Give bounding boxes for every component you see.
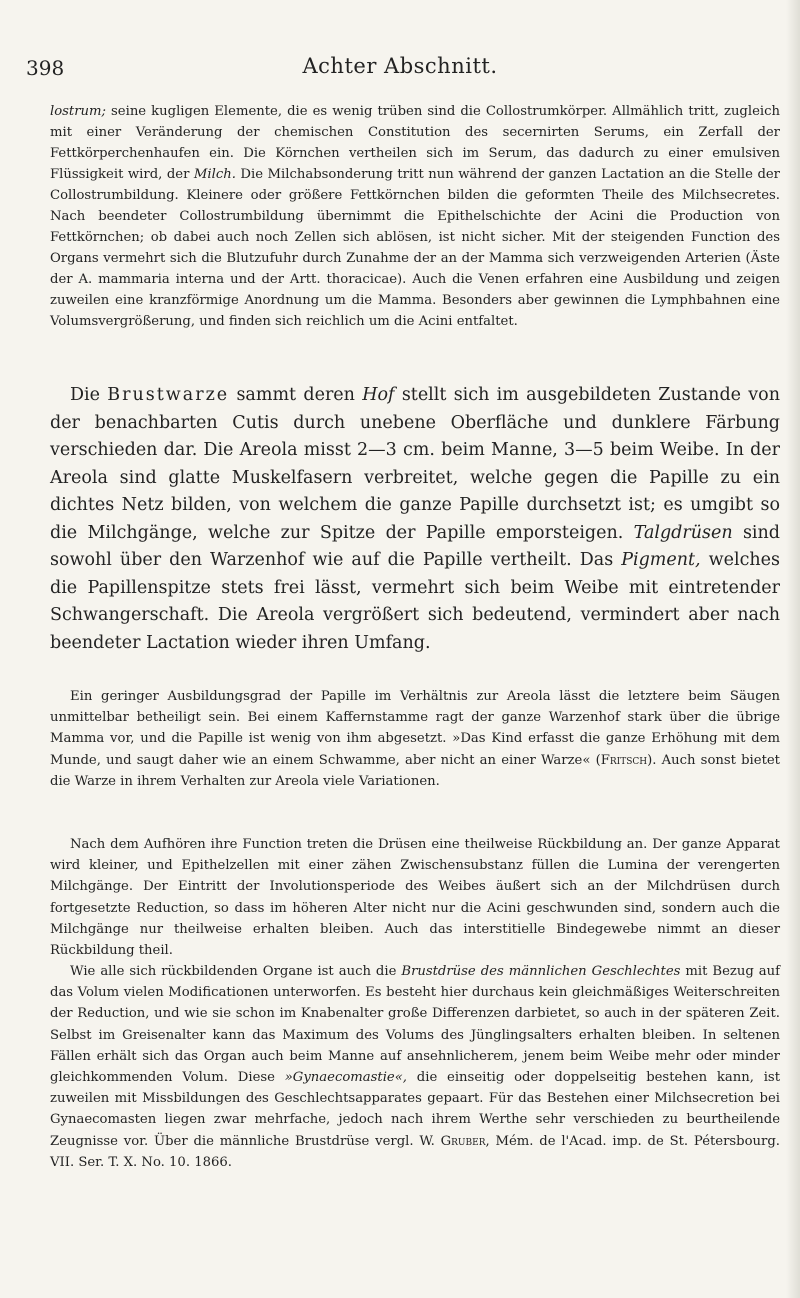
term-brustwarze: Brustwarze [107,385,230,405]
paragraph-maennliche-brustdruese: Wie alle sich rückbildenden Organe ist auch die Brustdrüse des männlichen Geschlechtes mit Bezug auf das Volum vielen Modificationen unterworfen. Es besteht hier durchaus kein gleichmäßiges Weiterschreiten der Reduction, und wie sie schon im Knabenalter große Differenzen darbietet, so auch in der späteren Zeit. Selbst im Greisenalter kann das Maximum des Volums des Jünglingsalters erhalten bleiben. In seltenen Fällen erhält sich das Organ auch beim Manne auf ansehnlicherem, jenem beim Weibe mehr oder minder gleichkommenden Volum. Diese »Gynaecomastie«, die einseitig oder doppelseitig bestehen kann, ist zuweilen mit Missbildungen des Geschlechtsapparates gepaart. Für das Bestehen einer Milchsecretion bei Gynaecomasten liegen zwar mehrfache, jedoch nach ihrem Werthe sehr verschieden zu beurtheilende Zeugnisse vor. Über die männliche Brustdrüse vergl. W. Gruber, Mém. de l'Acad. imp. de St. Pétersbourg. VII. Ser. T. X. No. 10. 1866. [50,964,780,1170]
page-header [0,52,800,82]
paragraph-collostrum: lostrum; seine kugligen Elemente, die es wenig trüben sind die Collostrumkörper. Allmählich tritt, zugleich mit einer Veränderung der chemischen Constitution des secernirten Serums, ein Zerfall der Fettkörperchenhaufen ein. Die Körnchen vertheilen sich im Serum, das dadurch zu einer emulsiven Flüssigkeit wird, der Milch. Die Milchabsonderung tritt nun während der ganzen Lactation an die Stelle der Collostrumbildung. Kleinere oder größere Fettkörnchen bilden die geformten Theile des Milchsecretes. Nach beendeter Collostrumbildung übernimmt die Epithelschichte der Acini die Production von Fettkörnchen; ob dabei auch noch Zellen sich ablösen, ist nicht sicher. Mit der steigenden Function des Organs vermehrt sich die Blutzufuhr durch Zunahme der an der Mamma sich verzweigenden Arterien (Äste der A. mammaria interna und der Artt. thoracicae). Auch die Venen erfahren eine Ausbildung und zeigen zuweilen eine kranzförmige Anordnung um die Mamma. Besonders aber gewinnen die Lymphbahnen eine Volumsvergrößerung, und finden sich reichlich um die Acini entfaltet. [50,104,780,329]
paragraph-rueckbildung: Nach dem Aufhören ihre Function treten die Drüsen eine theilweise Rückbildung an. Der ganze Apparat wird kleiner, und Epithelzellen mit einer zähen Zwischensubstanz füllen die Lumina der verengerten Milchgänge. Der Eintritt der Involutionsperiode des Weibes äußert sich an der Milchdrüsen durch fortgesetzte Reduction, so dass im höheren Alter nicht nur die Acini geschwunden sind, sondern auch die Milchgänge nur theilweise erhalten bleiben. Auch das interstitielle Bindegewebe nimmt an dieser Rückbildung theil. [50,837,780,959]
term-gynaecomastie: »Gynaecomastie«, [284,1070,407,1086]
paragraph-papille-areola: Ein geringer Ausbildungsgrad der Papille im Verhältnis zur Areola lässt die letztere beim Säugen unmittelbar betheiligt sein. Bei einem Kaffernstamme ragt der ganze Warzenhof stark über die übrige Mamma vor, und die Papille ist wenig von ihm abgesetzt. »Das Kind erfasst die ganze Erhöhung mit dem Munde, und saugt daher wie an einem Schwamme, aber nicht an einer Warze« (Fritsch). Auch sonst bietet die Warze in ihrem Verhalten zur Areola viele Variationen. [50,689,780,789]
term-milch: Milch. [193,167,236,182]
term-talgdruesen: Talgdrüsen [633,522,733,543]
page-number: 398 [26,56,65,80]
term-hof: Hof [362,385,395,405]
term-pigment: Pigment, [621,550,701,570]
paragraph-brustwarze: Die Brustwarze sammt deren Hof stellt sich im ausgebildeten Zustande von der benachbarten Cutis durch unebene Oberfläche und dunklere Färbung verschieden dar. Die Areola misst 2—3 cm. beim Manne, 3—5 beim Weibe. In der Areola sind glatte Muskelfasern verbreitet, welche gegen die Papille zu ein dichtes Netz bilden, von welchem die ganze Papille durchsetzt ist; es umgibt so die Milchgänge, welche zur Spitze der Papille emporsteigen. Talgdrüsen sind sowohl über den Warzenhof wie auf die Papille vertheilt. Das Pigment, welches die Papillenspitze stets frei lässt, vermehrt sich beim Weibe mit eintretender Schwangerschaft. Die Areola vergrößert sich bedeutend, vermindert aber nach beendeter Lactation wieder ihren Umfang. [50,385,781,653]
author-fritsch: Fritsch [600,752,648,768]
author-gruber: Gruber [440,1133,486,1149]
running-head: Achter Abschnitt. [302,54,498,78]
term-brustdruese: Brustdrüse des männlichen Geschlechtes [401,964,681,979]
page-edge-shadow [786,0,800,1298]
term-lostrum: lostrum; [50,104,106,119]
